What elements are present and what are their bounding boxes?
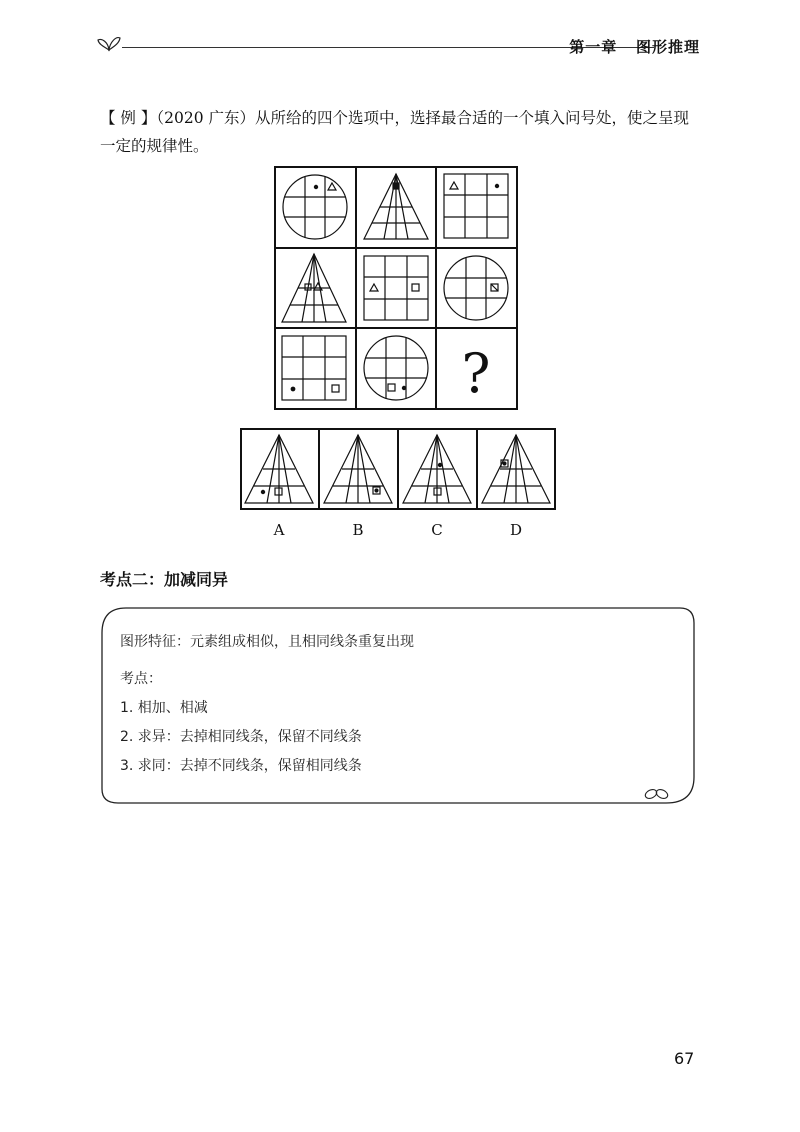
cell-triangle-1 bbox=[364, 174, 428, 239]
cell-square-2 bbox=[364, 256, 428, 320]
feature-line: 图形特征：元素组成相似，且相同线条重复出现 bbox=[120, 634, 414, 650]
cell-circle-3 bbox=[364, 336, 428, 400]
chapter-heading bbox=[569, 36, 700, 57]
question-source: （2020 广东） bbox=[156, 109, 255, 127]
point-item-2: 2. 求异：去掉相同线条，保留不同线条 bbox=[120, 729, 362, 745]
sprout-icon bbox=[644, 785, 670, 803]
cell-circle-2 bbox=[444, 256, 508, 320]
option-d-figure bbox=[482, 435, 550, 503]
option-c-figure bbox=[403, 435, 471, 503]
option-labels bbox=[240, 521, 556, 541]
chapter-title: 图形推理 bbox=[635, 38, 700, 56]
cell-square-1 bbox=[444, 174, 508, 238]
cell-square-3 bbox=[282, 336, 346, 400]
answer-options bbox=[240, 428, 556, 512]
example-tag: 【 例 】 bbox=[100, 109, 157, 127]
chapter-number: 第一章 bbox=[569, 38, 618, 56]
option-b-figure bbox=[324, 435, 392, 503]
option-label-d: D bbox=[509, 521, 523, 539]
puzzle-grid bbox=[274, 166, 518, 410]
points-title: 考点： bbox=[120, 671, 162, 687]
point-item-3: 3. 求同：去掉不同线条，保留相同线条 bbox=[120, 758, 362, 774]
question-body: 从所给的四个选项中，选择最合适的一个填入问号处，使之呈现一定的规律性。 bbox=[100, 109, 689, 155]
option-label-c: C bbox=[431, 521, 443, 539]
tip-content bbox=[120, 631, 414, 784]
cell-triangle-2 bbox=[282, 254, 346, 322]
point-item-1: 1. 相加、相减 bbox=[120, 700, 208, 716]
question-text bbox=[100, 104, 698, 160]
option-a-figure bbox=[245, 435, 313, 503]
section-title: 考点二：加减同异 bbox=[100, 570, 229, 589]
option-label-b: B bbox=[352, 521, 364, 539]
cell-circle-1 bbox=[283, 175, 347, 239]
page-header bbox=[96, 30, 700, 60]
option-label-a: A bbox=[273, 521, 285, 539]
page-number: 67 bbox=[674, 1049, 695, 1068]
sprout-icon bbox=[96, 30, 122, 54]
tip-box bbox=[100, 607, 696, 805]
missing-cell-symbol: ? bbox=[461, 342, 491, 405]
